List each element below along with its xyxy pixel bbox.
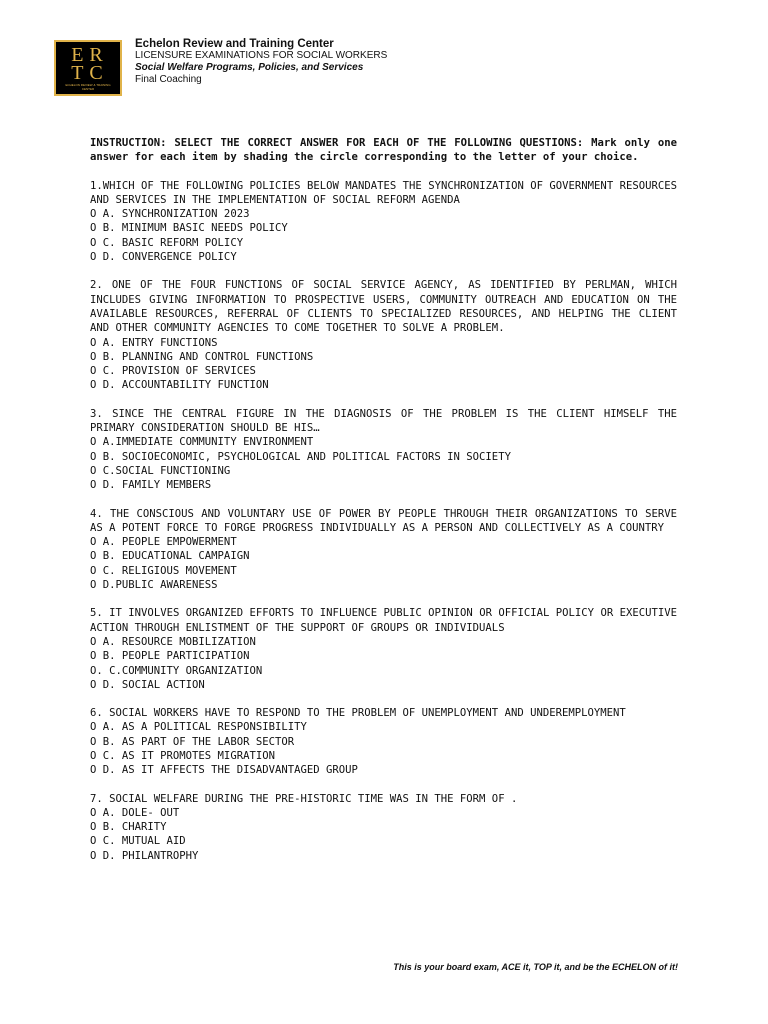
- choice-b: O B. EDUCATIONAL CAMPAIGN: [90, 550, 250, 563]
- question-3: [90, 407, 677, 493]
- instruction-text: INSTRUCTION: SELECT THE CORRECT ANSWER FOR EACH OF THE FOLLOWING QUESTIONS: Mark only one answer for each item by shading the circle corresponding to the letter of your choice.: [90, 137, 677, 164]
- choice-d: O D. PHILANTROPHY: [90, 849, 199, 862]
- subject-title: Social Welfare Programs, Policies, and Services: [135, 62, 364, 73]
- question-6: [90, 706, 677, 777]
- question-1: [90, 179, 677, 265]
- choice-b: O B. PLANNING AND CONTROL FUNCTIONS: [90, 350, 314, 363]
- footer-tagline: This is your board exam, ACE it, TOP it, and be the ECHELON of it!: [393, 962, 678, 972]
- choice-a: O A. SYNCHRONIZATION 2023: [90, 208, 250, 221]
- choice-a: O A. ENTRY FUNCTIONS: [90, 336, 218, 349]
- logo-letters-top: ER: [71, 44, 109, 66]
- question-stem: 7. SOCIAL WELFARE DURING THE PRE-HISTORIC TIME WAS IN THE FORM OF .: [90, 792, 518, 805]
- choice-c: O C. PROVISION OF SERVICES: [90, 365, 256, 378]
- question-stem: 4. THE CONSCIOUS AND VOLUNTARY USE OF POWER BY PEOPLE THROUGH THEIR ORGANIZATIONS TO SERVE AS A POTENT FORCE TO FORGE PROGRESS INDIVIDUALLY AS A PERSON AND COLLECTIVELY AS A COUNTRY: [90, 507, 677, 534]
- choice-b: O B. PEOPLE PARTICIPATION: [90, 650, 250, 663]
- choice-a: O A.IMMEDIATE COMMUNITY ENVIRONMENT: [90, 436, 314, 449]
- document-header: [135, 38, 387, 86]
- choice-c: O C. RELIGIOUS MOVEMENT: [90, 564, 237, 577]
- ertc-logo: [54, 40, 122, 96]
- exam-content: [90, 136, 677, 877]
- question-stem: 5. IT INVOLVES ORGANIZED EFFORTS TO INFLUENCE PUBLIC OPINION OR OFFICIAL POLICY OR EXECUTIVE ACTION THROUGH ENLISTMENT OF THE SUPPORT OF GROUPS OR INDIVIDUALS: [90, 607, 677, 634]
- question-stem: 6. SOCIAL WORKERS HAVE TO RESPOND TO THE PROBLEM OF UNEMPLOYMENT AND UNDEREMPLOYMENT: [90, 707, 626, 720]
- choice-d: O D.PUBLIC AWARENESS: [90, 579, 218, 592]
- organization-name: Echelon Review and Training Center: [135, 38, 334, 50]
- exam-title: LICENSURE EXAMINATIONS FOR SOCIAL WORKERS: [135, 50, 388, 61]
- choice-b: O B. SOCIOECONOMIC, PSYCHOLOGICAL AND POLITICAL FACTORS IN SOCIETY: [90, 450, 511, 463]
- choice-c: O C. MUTUAL AID: [90, 835, 186, 848]
- choice-c: O C. AS IT PROMOTES MIGRATION: [90, 749, 275, 762]
- question-2: [90, 278, 677, 392]
- choice-d: O D. FAMILY MEMBERS: [90, 479, 212, 492]
- choice-c: O. C.COMMUNITY ORGANIZATION: [90, 664, 263, 677]
- choice-d: O D. ACCOUNTABILITY FUNCTION: [90, 379, 269, 392]
- question-5: [90, 606, 677, 692]
- choice-a: O A. DOLE- OUT: [90, 806, 180, 819]
- question-stem: 2. ONE OF THE FOUR FUNCTIONS OF SOCIAL SERVICE AGENCY, AS IDENTIFIED BY PERLMAN, WHICH INCLUDES GIVING INFORMATION TO PROSPECTIVE USERS, COMMUNITY OUTREACH AND EDUCATION ON THE AVAILABLE RESOURCES, REFERRAL OF CLIENTS TO SPECIALIZED RESOURCES, AND HELPING THE CLIENT AND OTHER COMMUNITY AGENCIES TO COME TOGETHER TO SOLVE A PROBLEM.: [90, 279, 677, 335]
- choice-d: O D. AS IT AFFECTS THE DISADVANTAGED GROUP: [90, 764, 358, 777]
- choice-c: O C. BASIC REFORM POLICY: [90, 236, 244, 249]
- question-stem: 1.WHICH OF THE FOLLOWING POLICIES BELOW MANDATES THE SYNCHRONIZATION OF GOVERNMENT RESOURCES AND SERVICES IN THE IMPLEMENTATION OF SOCIAL REFORM AGENDA: [90, 179, 677, 206]
- choice-b: O B. MINIMUM BASIC NEEDS POLICY: [90, 222, 288, 235]
- choice-d: O D. CONVERGENCE POLICY: [90, 251, 237, 264]
- choice-b: O B. CHARITY: [90, 821, 167, 834]
- question-4: [90, 507, 677, 593]
- question-stem: 3. SINCE THE CENTRAL FIGURE IN THE DIAGNOSIS OF THE PROBLEM IS THE CLIENT HIMSELF THE PRIMARY CONSIDERATION SHOULD BE HIS…: [90, 407, 677, 435]
- choice-c: O C.SOCIAL FUNCTIONING: [90, 464, 231, 477]
- choice-a: O A. PEOPLE EMPOWERMENT: [90, 536, 237, 549]
- session-title: Final Coaching: [135, 74, 202, 85]
- choice-b: O B. AS PART OF THE LABOR SECTOR: [90, 735, 295, 748]
- choice-a: O A. RESOURCE MOBILIZATION: [90, 635, 256, 648]
- logo-tagline: ECHELON REVIEW & TRAINING CENTER: [65, 83, 111, 91]
- logo-letters-bottom: TC: [71, 62, 109, 84]
- question-7: [90, 792, 677, 863]
- choice-d: O D. SOCIAL ACTION: [90, 678, 205, 691]
- choice-a: O A. AS A POLITICAL RESPONSIBILITY: [90, 721, 307, 734]
